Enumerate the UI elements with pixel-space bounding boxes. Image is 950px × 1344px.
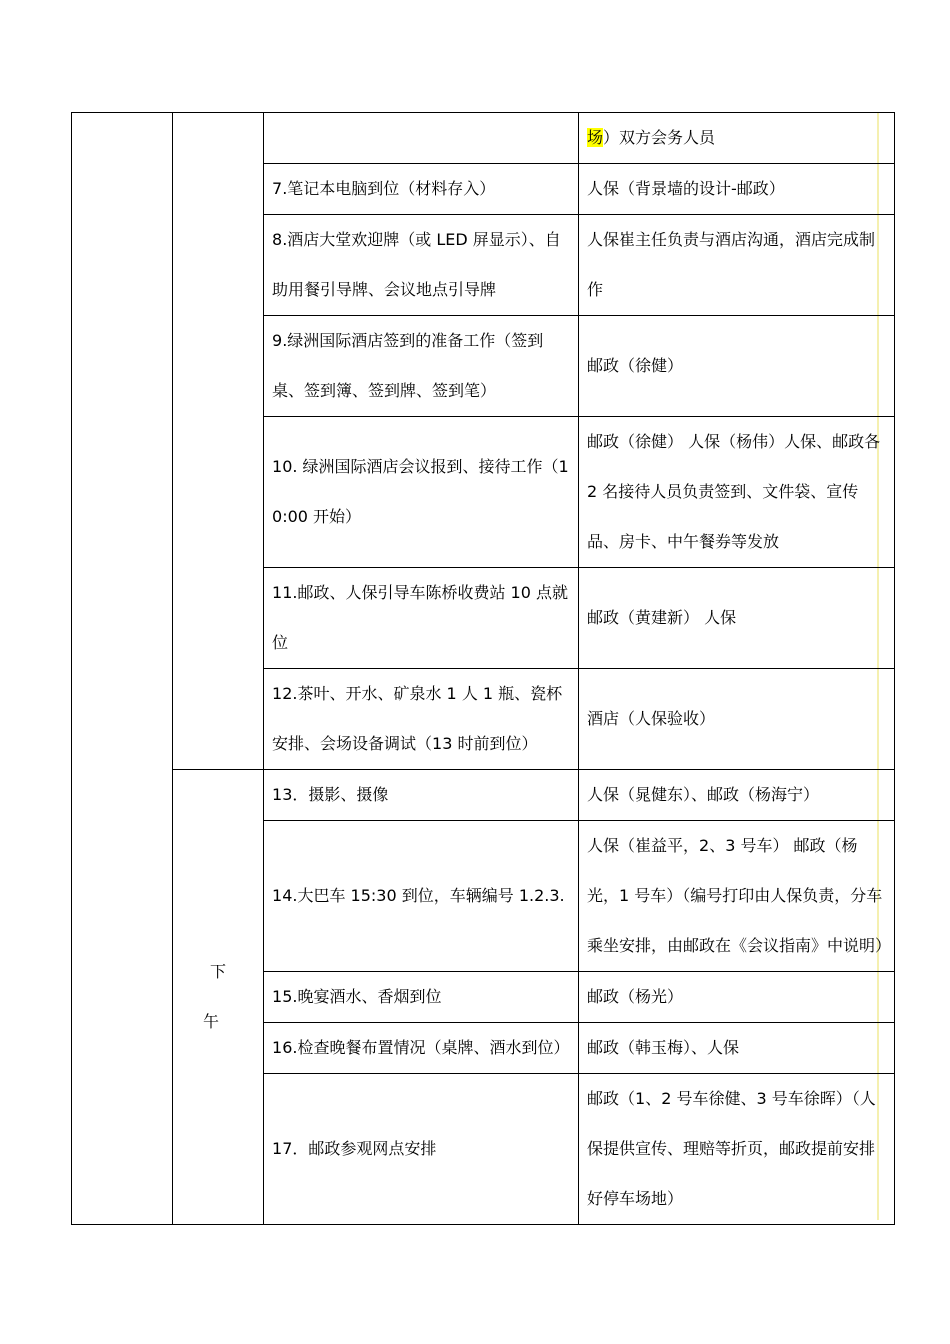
table-row — [72, 113, 895, 164]
date-cell — [72, 113, 173, 1225]
task-cell: 12.茶叶、开水、矿泉水 1 人 1 瓶、瓷杯安排、会场设备调试（13 时前到位） — [264, 669, 579, 770]
morning-period-cell — [173, 113, 264, 770]
task-cell: 15.晚宴酒水、香烟到位 — [264, 972, 579, 1023]
responsible-cell: 邮政（黄建新） 人保 — [579, 568, 895, 669]
responsible-cell: 邮政（徐健） — [579, 316, 895, 417]
responsible-cell: 酒店（人保验收） — [579, 669, 895, 770]
responsible-cell: 人保（崔益平，2、3 号车） 邮政（杨光，1 号车）（编号打印由人保负责，分车乘坐安排，由邮政在《会议指南》中说明） — [579, 821, 895, 972]
responsible-cell: 邮政（杨光） — [579, 972, 895, 1023]
schedule-table — [71, 112, 895, 1225]
task-cell: 13．摄影、摄像 — [264, 770, 579, 821]
table-row — [72, 770, 895, 821]
task-cell: 8.酒店大堂欢迎牌（或 LED 屏显示）、自助用餐引导牌、会议地点引导牌 — [264, 215, 579, 316]
responsible-cell: 邮政（韩玉梅）、人保 — [579, 1023, 895, 1074]
task-cell: 16.检查晚餐布置情况（桌牌、酒水到位） — [264, 1023, 579, 1074]
highlighted-text: 场 — [587, 128, 604, 147]
task-cell: 9.绿洲国际酒店签到的准备工作（签到桌、签到簿、签到牌、签到笔） — [264, 316, 579, 417]
task-cell — [264, 113, 579, 164]
afternoon-label: 下 午 — [203, 962, 271, 1031]
task-cell: 7.笔记本电脑到位（材料存入） — [264, 164, 579, 215]
task-cell: 14.大巴车 15:30 到位，车辆编号 1.2.3. — [264, 821, 579, 972]
task-cell: 11.邮政、人保引导车陈桥收费站 10 点就位 — [264, 568, 579, 669]
responsible-cell: 邮政（徐健） 人保（杨伟）人保、邮政各 2 名接待人员负责签到、文件袋、宣传品、房卡、中午餐券等发放 — [579, 417, 895, 568]
afternoon-period-cell — [173, 770, 271, 1225]
responsible-cell — [579, 113, 895, 164]
task-cell: 10. 绿洲国际酒店会议报到、接待工作（10:00 开始） — [264, 417, 579, 568]
responsible-cell: 人保（晁健东）、邮政（杨海宁） — [579, 770, 895, 821]
responsible-cell: 邮政（1、2 号车徐健、3 号车徐晖）（人保提供宣传、理赔等折页，邮政提前安排好停车场地） — [579, 1074, 895, 1225]
responsible-cell: 人保崔主任负责与酒店沟通，酒店完成制作 — [579, 215, 895, 316]
responsible-cell: 人保（背景墙的设计-邮政） — [579, 164, 895, 215]
task-cell: 17．邮政参观网点安排 — [264, 1074, 579, 1225]
responsible-text: ）双方会务人员 — [603, 128, 716, 147]
